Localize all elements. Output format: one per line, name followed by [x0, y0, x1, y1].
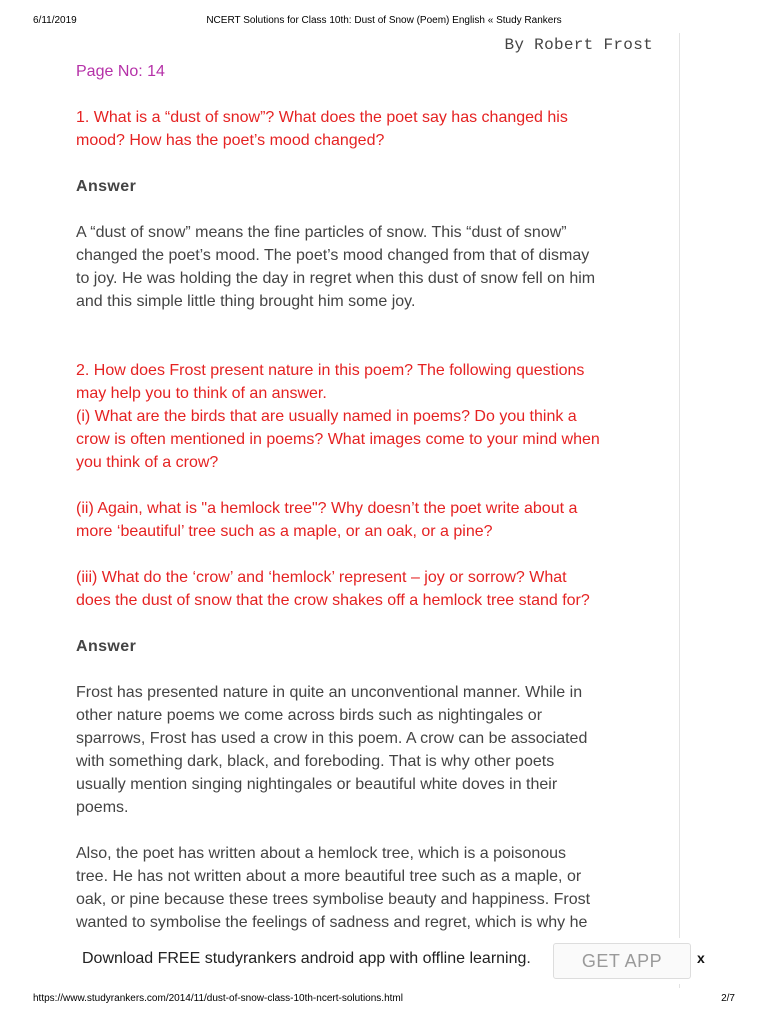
get-app-button[interactable]: GET APP [553, 943, 691, 979]
question-line: 2. How does Frost present nature in this poem? The following questions [76, 362, 585, 379]
answer-line: Also, the poet has written about a hemlock tree, which is a poisonous [76, 845, 567, 862]
answer-line: tree. He has not written about a more beautiful tree such as a maple, or [76, 868, 582, 885]
question-line: mood? How has the poet’s mood changed? [76, 132, 385, 149]
question-line: (ii) Again, what is "a hemlock tree"? Why doesn’t the poet write about a [76, 500, 578, 517]
answer-line: changed the poet’s mood. The poet’s mood changed from that of dismay [76, 247, 590, 264]
answer-line: oak, or pine because these trees symbolise beauty and happiness. Frost [76, 891, 591, 908]
question-line: more ‘beautiful’ tree such as a maple, or an oak, or a pine? [76, 523, 493, 540]
article-content [76, 60, 656, 934]
answer-heading: Answer [76, 178, 137, 195]
answer-line: with something dark, black, and foreboding. That is why other poets [76, 753, 555, 770]
question-line: you think of a crow? [76, 454, 219, 471]
question-line: crow is often mentioned in poems? What images come to your mind when [76, 431, 600, 448]
app-download-banner [0, 938, 768, 984]
print-header [0, 15, 768, 29]
answer-1 [76, 221, 656, 313]
print-page-count: 2/7 [721, 993, 735, 1004]
answer-line: other nature poems we come across birds such as nightingales or [76, 707, 543, 724]
question-2 [76, 359, 656, 474]
question-line: (i) What are the birds that are usually named in poems? Do you think a [76, 408, 577, 425]
answer-heading: Answer [76, 638, 137, 655]
byline: By Robert Frost [504, 36, 653, 54]
answer-2-paragraph-1 [76, 681, 656, 819]
answer-line: to joy. He was holding the day in regret when this dust of snow fell on him [76, 270, 596, 287]
answer-line: wanted to symbolise the feelings of sadness and regret, which is why he [76, 914, 588, 931]
print-date: 6/11/2019 [33, 15, 77, 26]
answer-line: Frost has presented nature in quite an unconventional manner. While in [76, 684, 583, 701]
page-number-label: Page No: 14 [76, 63, 165, 80]
answer-line: A “dust of snow” means the fine particles of snow. This “dust of snow” [76, 224, 567, 241]
question-line: does the dust of snow that the crow shakes off a hemlock tree stand for? [76, 592, 590, 609]
question-line: 1. What is a “dust of snow”? What does the poet say has changed his [76, 109, 568, 126]
answer-line: usually mention singing nightingales or beautiful white doves in their [76, 776, 558, 793]
question-2-part-iii [76, 566, 656, 612]
question-line: (iii) What do the ‘crow’ and ‘hemlock’ represent – joy or sorrow? What [76, 569, 567, 586]
close-banner-button[interactable]: x [697, 950, 705, 966]
print-footer [0, 993, 768, 1007]
print-url: https://www.studyrankers.com/2014/11/dust-of-snow-class-10th-ncert-solutions.html [33, 993, 403, 1004]
answer-2-paragraph-2 [76, 842, 656, 934]
print-title: NCERT Solutions for Class 10th: Dust of Snow (Poem) English « Study Rankers [206, 15, 562, 26]
answer-line: poems. [76, 799, 129, 816]
question-1 [76, 106, 656, 152]
answer-line: and this simple little thing brought him some joy. [76, 293, 416, 310]
question-2-part-ii [76, 497, 656, 543]
app-banner-text: Download FREE studyrankers android app with offline learning. [82, 950, 531, 967]
question-line: may help you to think of an answer. [76, 385, 327, 402]
answer-line: sparrows, Frost has used a crow in this poem. A crow can be associated [76, 730, 588, 747]
page-right-border [679, 33, 680, 988]
